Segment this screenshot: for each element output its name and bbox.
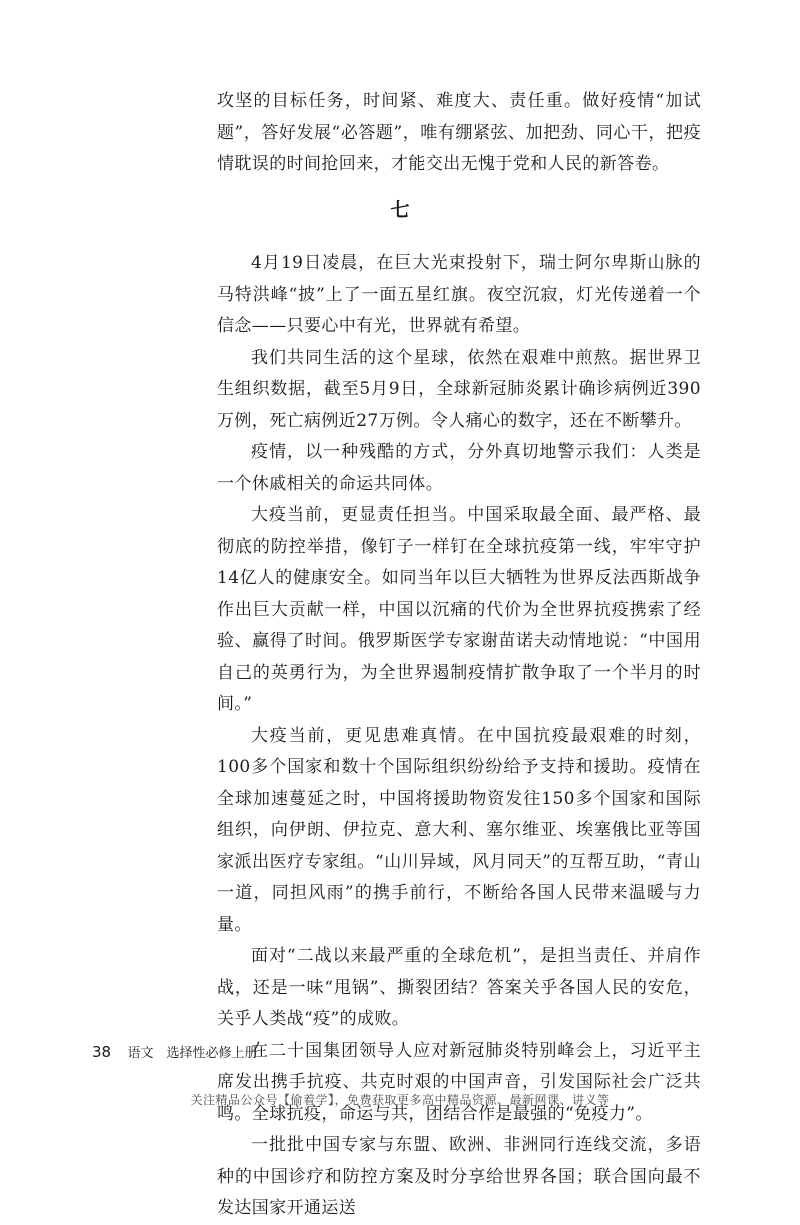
section-body [217,248,701,1225]
watermark-text: 关注精品公众号【偷着学】，免费获取更多高中精品资源、最新网课、讲义等 [190,1093,610,1107]
body-paragraph: 大疫当前，更见患难真情。在中国抗疫最艰难的时刻，100多个国家和数十个国际组织纷纷给予支持和援助。疫情在全球加速蔓延之时，中国将援助物资发往150多个国家和国际组织，向伊朗、伊拉克、意大利、塞尔维亚、埃塞俄比亚等国家派出医疗专家组。“山川异域，风月同天”的互帮互助，“青山一道，同担风雨”的携手前行，不断给各国人民带来温暖与力量。 [217,725,701,935]
page-number: 38 [92,1043,112,1061]
continued-paragraph-block [217,86,701,181]
continued-paragraph: 攻坚的目标任务，时间紧、难度大、责任重。做好疫情“加试题”，答好发展“必答题”，唯有绷紧弦、加把劲、同心干，把疫情耽误的时间抢回来，才能交出无愧于党和人民的新答卷。 [217,91,701,174]
body-paragraph: 疫情，以一种残酷的方式，分外真切地警示我们：人类是一个休戚相关的命运共同体。 [217,442,701,494]
body-paragraph: 大疫当前，更显责任担当。中国采取最全面、最严格、最彻底的防控举措，像钉子一样钉在全球抗疫第一线，牢牢守护14亿人的健康安全。如同当年以巨大牺牲为世界反法西斯战争作出巨大贡献一样，中国以沉痛的代价为全世界抗疫携索了经验、赢得了时间。俄罗斯医学专家谢苗诺夫动情地说：“中国用自己的英勇行为，为全世界遏制疫情扩散争取了一个半月的时间。” [217,505,701,714]
section-heading: 七 [390,199,410,221]
body-paragraph: 面对“二战以来最严重的全球危机”，是担当责任、并肩作战，还是一味“甩锅”、撕裂团结？答案关乎各国人民的安危，关乎人类战“疫”的成败。 [217,946,701,1029]
body-paragraph: 在二十国集团领导人应对新冠肺炎特别峰会上，习近平主席发出携手抗疫、共克时艰的中国声音，引发国际社会广泛共鸣。全球抗疫，命运与共，团结合作是最强的“免疫力”。 [217,1040,701,1124]
body-paragraph: 我们共同生活的这个星球，依然在艰难中煎熬。据世界卫生组织数据，截至5月9日，全球新冠肺炎累计确诊病例近390万例，死亡病例近27万例。令人痛心的数字，还在不断攀升。 [217,347,701,431]
page-footer [92,1043,258,1063]
body-paragraph: 一批批中国专家与东盟、欧洲、非洲同行连线交流，多语种的中国诊疗和防控方案及时分享给世界各国；联合国向最不发达国家开通运送 [217,1135,701,1218]
body-paragraph: 4月19日凌晨，在巨大光束投射下，瑞士阿尔卑斯山脉的马特洪峰“披”上了一面五星红旗。夜空沉寂，灯光传递着一个信念——只要心中有光，世界就有希望。 [217,253,701,336]
book-title: 语文 选择性必修上册 [127,1046,258,1061]
